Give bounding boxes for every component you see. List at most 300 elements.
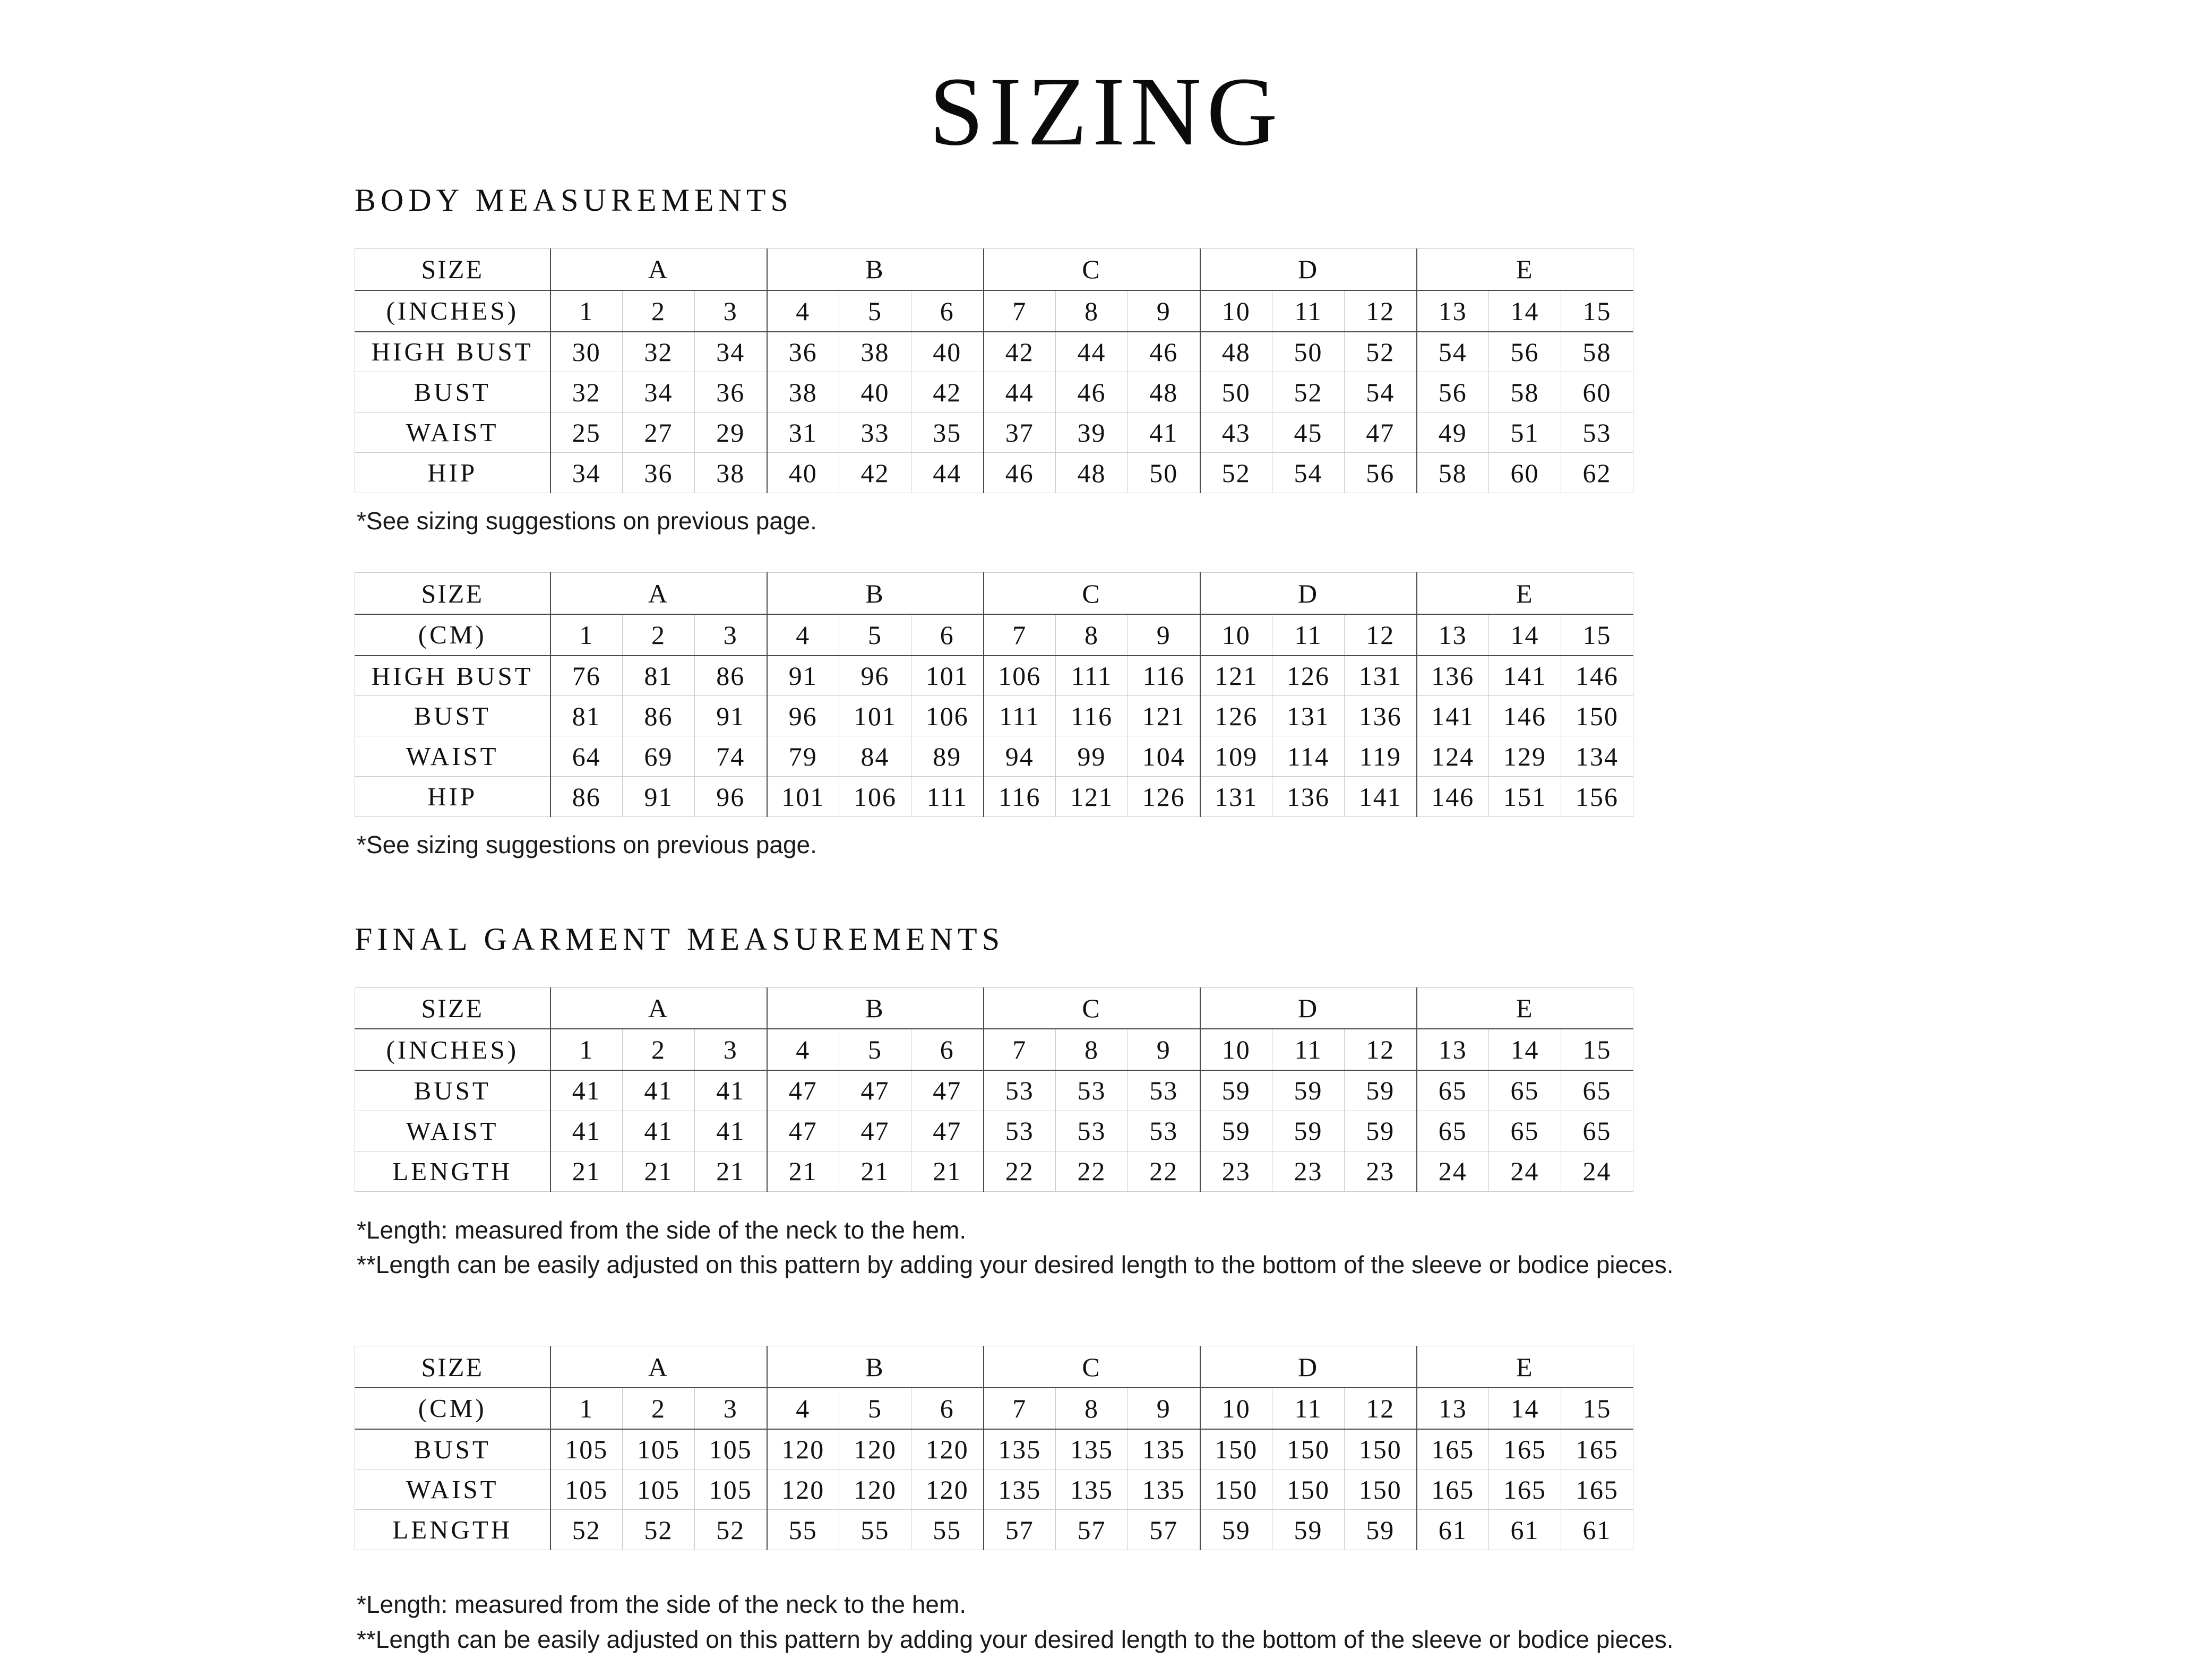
cell-value: 146 [1417, 777, 1489, 817]
size-number-2: 2 [623, 1029, 695, 1070]
cell-value: 150 [1345, 1429, 1417, 1469]
cell-value: 47 [767, 1111, 839, 1151]
table-row [355, 1510, 1633, 1550]
group-header-e: E [1417, 573, 1633, 614]
table-unit-row [355, 1029, 1633, 1070]
cell-value: 36 [623, 453, 695, 493]
cell-value: 61 [1417, 1510, 1489, 1550]
size-number-15: 15 [1561, 1388, 1633, 1429]
cell-value: 47 [1345, 412, 1417, 453]
cell-value: 41 [695, 1111, 767, 1151]
size-number-15: 15 [1561, 614, 1633, 656]
cell-value: 42 [839, 453, 911, 493]
size-number-12: 12 [1345, 290, 1417, 332]
cell-value: 38 [695, 453, 767, 493]
size-number-13: 13 [1417, 1388, 1489, 1429]
group-header-d: D [1200, 573, 1417, 614]
row-label-bust: BUST [355, 696, 550, 736]
row-label-waist: WAIST [355, 736, 550, 777]
table-unit-row [355, 614, 1633, 656]
cell-value: 101 [911, 656, 984, 696]
cell-value: 135 [984, 1429, 1056, 1469]
group-header-b: B [767, 987, 984, 1029]
cell-value: 150 [1200, 1469, 1272, 1510]
size-number-5: 5 [839, 290, 911, 332]
table-group-header-row [355, 1346, 1633, 1388]
cell-value: 44 [984, 372, 1056, 412]
table-wrap-garment-inches [0, 987, 2212, 1192]
cell-value: 116 [984, 777, 1056, 817]
cell-value: 61 [1561, 1510, 1633, 1550]
cell-value: 86 [623, 696, 695, 736]
row-label-hip: HIP [355, 453, 550, 493]
size-number-4: 4 [767, 1029, 839, 1070]
cell-value: 131 [1345, 656, 1417, 696]
cell-value: 150 [1272, 1429, 1345, 1469]
cell-value: 60 [1489, 453, 1561, 493]
cell-value: 52 [623, 1510, 695, 1550]
cell-value: 131 [1272, 696, 1345, 736]
size-number-4: 4 [767, 290, 839, 332]
cell-value: 120 [767, 1429, 839, 1469]
cell-value: 105 [623, 1469, 695, 1510]
table-body-inches [355, 248, 1633, 493]
cell-value: 58 [1489, 372, 1561, 412]
cell-value: 165 [1489, 1469, 1561, 1510]
cell-value: 165 [1489, 1429, 1561, 1469]
row-label-length: LENGTH [355, 1510, 550, 1550]
cell-value: 21 [911, 1151, 984, 1191]
cell-value: 40 [767, 453, 839, 493]
table-group-header-row [355, 987, 1633, 1029]
cell-value: 24 [1561, 1151, 1633, 1191]
cell-value: 47 [839, 1070, 911, 1111]
cell-value: 52 [1272, 372, 1345, 412]
cell-value: 114 [1272, 736, 1345, 777]
size-number-9: 9 [1128, 1388, 1200, 1429]
size-number-14: 14 [1489, 1388, 1561, 1429]
cell-value: 56 [1417, 372, 1489, 412]
cell-value: 96 [839, 656, 911, 696]
cell-value: 91 [623, 777, 695, 817]
cell-value: 52 [695, 1510, 767, 1550]
table-row [355, 412, 1633, 453]
cell-value: 59 [1272, 1070, 1345, 1111]
cell-value: 105 [695, 1429, 767, 1469]
size-number-8: 8 [1056, 614, 1128, 656]
cell-value: 120 [911, 1469, 984, 1510]
cell-value: 59 [1200, 1070, 1272, 1111]
cell-value: 51 [1489, 412, 1561, 453]
cell-value: 40 [839, 372, 911, 412]
size-number-11: 11 [1272, 290, 1345, 332]
size-number-12: 12 [1345, 1029, 1417, 1070]
cell-value: 81 [550, 696, 623, 736]
table-row [355, 736, 1633, 777]
cell-value: 65 [1561, 1111, 1633, 1151]
cell-value: 25 [550, 412, 623, 453]
cell-value: 41 [623, 1070, 695, 1111]
cell-value: 53 [1561, 412, 1633, 453]
cell-value: 136 [1272, 777, 1345, 817]
cell-value: 40 [911, 332, 984, 372]
cell-value: 59 [1200, 1510, 1272, 1550]
size-number-1: 1 [550, 290, 623, 332]
cell-value: 165 [1417, 1469, 1489, 1510]
size-number-11: 11 [1272, 1029, 1345, 1070]
table-unit-row [355, 1388, 1633, 1429]
cell-value: 47 [839, 1111, 911, 1151]
table-group-header-row [355, 573, 1633, 614]
group-header-a: A [550, 249, 767, 290]
cell-value: 32 [550, 372, 623, 412]
cell-value: 47 [767, 1070, 839, 1111]
cell-value: 141 [1489, 656, 1561, 696]
page-title: SIZING [929, 57, 1283, 166]
cell-value: 48 [1200, 332, 1272, 372]
size-number-2: 2 [623, 614, 695, 656]
table-garment-cm [355, 1346, 1633, 1550]
cell-value: 165 [1561, 1429, 1633, 1469]
cell-value: 21 [839, 1151, 911, 1191]
table-wrap-garment-cm [0, 1346, 2212, 1550]
cell-value: 86 [695, 656, 767, 696]
cell-value: 41 [550, 1111, 623, 1151]
cell-value: 24 [1417, 1151, 1489, 1191]
cell-value: 58 [1561, 332, 1633, 372]
size-number-7: 7 [984, 290, 1056, 332]
cell-value: 91 [767, 656, 839, 696]
cell-value: 109 [1200, 736, 1272, 777]
cell-value: 120 [839, 1429, 911, 1469]
group-header-e: E [1417, 1346, 1633, 1388]
cell-value: 150 [1561, 696, 1633, 736]
group-header-d: D [1200, 987, 1417, 1029]
cell-value: 23 [1272, 1151, 1345, 1191]
section-heading-final-garment: FINAL GARMENT MEASUREMENTS [355, 921, 1005, 957]
cell-value: 59 [1272, 1510, 1345, 1550]
cell-value: 119 [1345, 736, 1417, 777]
cell-value: 53 [984, 1111, 1056, 1151]
size-number-13: 13 [1417, 1029, 1489, 1070]
size-number-9: 9 [1128, 1029, 1200, 1070]
size-number-13: 13 [1417, 614, 1489, 656]
cell-value: 131 [1200, 777, 1272, 817]
cell-value: 59 [1345, 1510, 1417, 1550]
cell-value: 105 [550, 1469, 623, 1510]
group-header-e: E [1417, 987, 1633, 1029]
group-header-c: C [984, 987, 1200, 1029]
cell-value: 65 [1561, 1070, 1633, 1111]
cell-value: 31 [767, 412, 839, 453]
cell-value: 91 [695, 696, 767, 736]
cell-value: 62 [1561, 453, 1633, 493]
row-label-waist: WAIST [355, 1111, 550, 1151]
cell-value: 135 [1128, 1469, 1200, 1510]
size-number-4: 4 [767, 614, 839, 656]
size-number-2: 2 [623, 1388, 695, 1429]
cell-value: 54 [1272, 453, 1345, 493]
note-length-measured-2: *Length: measured from the side of the neck to the hem. [357, 1591, 967, 1619]
group-header-d: D [1200, 249, 1417, 290]
size-number-10: 10 [1200, 1029, 1272, 1070]
cell-value: 129 [1489, 736, 1561, 777]
cell-value: 46 [1128, 332, 1200, 372]
cell-value: 30 [550, 332, 623, 372]
cell-value: 57 [1056, 1510, 1128, 1550]
cell-value: 105 [550, 1429, 623, 1469]
size-number-10: 10 [1200, 614, 1272, 656]
cell-value: 52 [1345, 332, 1417, 372]
row-label-high-bust: HIGH BUST [355, 332, 550, 372]
row-label-hip: HIP [355, 777, 550, 817]
cell-value: 61 [1489, 1510, 1561, 1550]
cell-value: 35 [911, 412, 984, 453]
unit-label: (CM) [355, 614, 550, 656]
cell-value: 126 [1272, 656, 1345, 696]
group-header-c: C [984, 573, 1200, 614]
table-row [355, 1429, 1633, 1469]
cell-value: 165 [1417, 1429, 1489, 1469]
cell-value: 59 [1200, 1111, 1272, 1151]
size-number-12: 12 [1345, 614, 1417, 656]
cell-value: 55 [839, 1510, 911, 1550]
size-number-5: 5 [839, 1029, 911, 1070]
cell-value: 41 [1128, 412, 1200, 453]
cell-value: 165 [1561, 1469, 1633, 1510]
cell-value: 23 [1345, 1151, 1417, 1191]
row-label-bust: BUST [355, 1070, 550, 1111]
size-number-5: 5 [839, 1388, 911, 1429]
size-number-12: 12 [1345, 1388, 1417, 1429]
table-row [355, 1111, 1633, 1151]
group-header-c: C [984, 249, 1200, 290]
cell-value: 22 [1056, 1151, 1128, 1191]
cell-value: 121 [1128, 696, 1200, 736]
size-number-14: 14 [1489, 290, 1561, 332]
unit-label: (INCHES) [355, 290, 550, 332]
cell-value: 74 [695, 736, 767, 777]
table-body-cm [355, 572, 1633, 817]
table-row [355, 696, 1633, 736]
cell-value: 106 [839, 777, 911, 817]
cell-value: 79 [767, 736, 839, 777]
cell-value: 96 [695, 777, 767, 817]
size-number-8: 8 [1056, 1029, 1128, 1070]
cell-value: 43 [1200, 412, 1272, 453]
table-row [355, 777, 1633, 817]
cell-value: 53 [1128, 1070, 1200, 1111]
cell-value: 41 [695, 1070, 767, 1111]
group-header-b: B [767, 1346, 984, 1388]
cell-value: 48 [1128, 372, 1200, 412]
cell-value: 135 [984, 1469, 1056, 1510]
size-number-8: 8 [1056, 1388, 1128, 1429]
cell-value: 46 [1056, 372, 1128, 412]
cell-value: 34 [623, 372, 695, 412]
cell-value: 64 [550, 736, 623, 777]
cell-value: 150 [1345, 1469, 1417, 1510]
group-header-b: B [767, 249, 984, 290]
table-row [355, 1070, 1633, 1111]
cell-value: 50 [1128, 453, 1200, 493]
cell-value: 32 [623, 332, 695, 372]
cell-value: 44 [911, 453, 984, 493]
cell-value: 53 [1056, 1070, 1128, 1111]
size-number-6: 6 [911, 290, 984, 332]
size-number-11: 11 [1272, 614, 1345, 656]
size-number-7: 7 [984, 1029, 1056, 1070]
cell-value: 56 [1345, 453, 1417, 493]
cell-value: 86 [550, 777, 623, 817]
group-header-d: D [1200, 1346, 1417, 1388]
row-label-bust: BUST [355, 372, 550, 412]
cell-value: 48 [1056, 453, 1128, 493]
cell-value: 65 [1417, 1111, 1489, 1151]
table-group-header-row [355, 249, 1633, 290]
cell-value: 126 [1128, 777, 1200, 817]
cell-value: 105 [623, 1429, 695, 1469]
cell-value: 38 [839, 332, 911, 372]
cell-value: 42 [911, 372, 984, 412]
size-number-6: 6 [911, 1388, 984, 1429]
cell-value: 111 [984, 696, 1056, 736]
size-number-15: 15 [1561, 1029, 1633, 1070]
table-row [355, 332, 1633, 372]
table-row [355, 1469, 1633, 1510]
size-number-7: 7 [984, 614, 1056, 656]
cell-value: 134 [1561, 736, 1633, 777]
cell-value: 37 [984, 412, 1056, 453]
size-number-11: 11 [1272, 1388, 1345, 1429]
cell-value: 34 [695, 332, 767, 372]
header-size-label: SIZE [355, 1346, 550, 1388]
table-wrap-body-inches [0, 248, 2212, 493]
cell-value: 39 [1056, 412, 1128, 453]
cell-value: 120 [767, 1469, 839, 1510]
cell-value: 101 [839, 696, 911, 736]
cell-value: 57 [984, 1510, 1056, 1550]
cell-value: 135 [1056, 1429, 1128, 1469]
row-label-length: LENGTH [355, 1151, 550, 1191]
cell-value: 120 [839, 1469, 911, 1510]
table-row [355, 1151, 1633, 1191]
table-row [355, 453, 1633, 493]
header-size-label: SIZE [355, 249, 550, 290]
cell-value: 76 [550, 656, 623, 696]
size-number-10: 10 [1200, 1388, 1272, 1429]
group-header-b: B [767, 573, 984, 614]
size-number-15: 15 [1561, 290, 1633, 332]
cell-value: 53 [1128, 1111, 1200, 1151]
cell-value: 150 [1200, 1429, 1272, 1469]
size-number-3: 3 [695, 290, 767, 332]
cell-value: 111 [1056, 656, 1128, 696]
cell-value: 141 [1417, 696, 1489, 736]
cell-value: 94 [984, 736, 1056, 777]
size-number-14: 14 [1489, 1029, 1561, 1070]
cell-value: 60 [1561, 372, 1633, 412]
cell-value: 22 [1128, 1151, 1200, 1191]
size-number-7: 7 [984, 1388, 1056, 1429]
group-header-e: E [1417, 249, 1633, 290]
cell-value: 121 [1200, 656, 1272, 696]
group-header-a: A [550, 987, 767, 1029]
header-size-label: SIZE [355, 573, 550, 614]
table-unit-row [355, 290, 1633, 332]
cell-value: 33 [839, 412, 911, 453]
cell-value: 50 [1272, 332, 1345, 372]
cell-value: 116 [1128, 656, 1200, 696]
note-previous-page-2: *See sizing suggestions on previous page. [357, 831, 817, 859]
size-number-3: 3 [695, 614, 767, 656]
cell-value: 21 [623, 1151, 695, 1191]
note-length-measured-1: *Length: measured from the side of the neck to the hem. [357, 1216, 967, 1244]
size-number-9: 9 [1128, 290, 1200, 332]
cell-value: 56 [1489, 332, 1561, 372]
group-header-a: A [550, 1346, 767, 1388]
size-number-3: 3 [695, 1029, 767, 1070]
cell-value: 21 [695, 1151, 767, 1191]
cell-value: 136 [1417, 656, 1489, 696]
cell-value: 120 [911, 1429, 984, 1469]
cell-value: 151 [1489, 777, 1561, 817]
cell-value: 105 [695, 1469, 767, 1510]
cell-value: 24 [1489, 1151, 1561, 1191]
size-number-1: 1 [550, 1029, 623, 1070]
cell-value: 106 [911, 696, 984, 736]
group-header-a: A [550, 573, 767, 614]
cell-value: 65 [1417, 1070, 1489, 1111]
cell-value: 36 [767, 332, 839, 372]
cell-value: 59 [1345, 1070, 1417, 1111]
cell-value: 34 [550, 453, 623, 493]
size-number-1: 1 [550, 614, 623, 656]
cell-value: 104 [1128, 736, 1200, 777]
size-number-6: 6 [911, 1029, 984, 1070]
cell-value: 55 [911, 1510, 984, 1550]
note-length-adjust-2: **Length can be easily adjusted on this pattern by adding your desired length to the bottom of the sleeve or bodice pieces. [357, 1625, 1674, 1653]
cell-value: 29 [695, 412, 767, 453]
cell-value: 57 [1128, 1510, 1200, 1550]
group-header-c: C [984, 1346, 1200, 1388]
note-previous-page-1: *See sizing suggestions on previous page. [357, 507, 817, 535]
cell-value: 53 [984, 1070, 1056, 1111]
row-label-waist: WAIST [355, 1469, 550, 1510]
cell-value: 84 [839, 736, 911, 777]
cell-value: 136 [1345, 696, 1417, 736]
cell-value: 89 [911, 736, 984, 777]
cell-value: 44 [1056, 332, 1128, 372]
cell-value: 41 [623, 1111, 695, 1151]
row-label-high-bust: HIGH BUST [355, 656, 550, 696]
table-row [355, 656, 1633, 696]
size-number-4: 4 [767, 1388, 839, 1429]
unit-label: (CM) [355, 1388, 550, 1429]
cell-value: 65 [1489, 1111, 1561, 1151]
cell-value: 53 [1056, 1111, 1128, 1151]
cell-value: 106 [984, 656, 1056, 696]
cell-value: 23 [1200, 1151, 1272, 1191]
cell-value: 27 [623, 412, 695, 453]
cell-value: 96 [767, 696, 839, 736]
cell-value: 101 [767, 777, 839, 817]
cell-value: 124 [1417, 736, 1489, 777]
cell-value: 59 [1272, 1111, 1345, 1151]
size-number-3: 3 [695, 1388, 767, 1429]
size-number-13: 13 [1417, 290, 1489, 332]
cell-value: 59 [1345, 1111, 1417, 1151]
